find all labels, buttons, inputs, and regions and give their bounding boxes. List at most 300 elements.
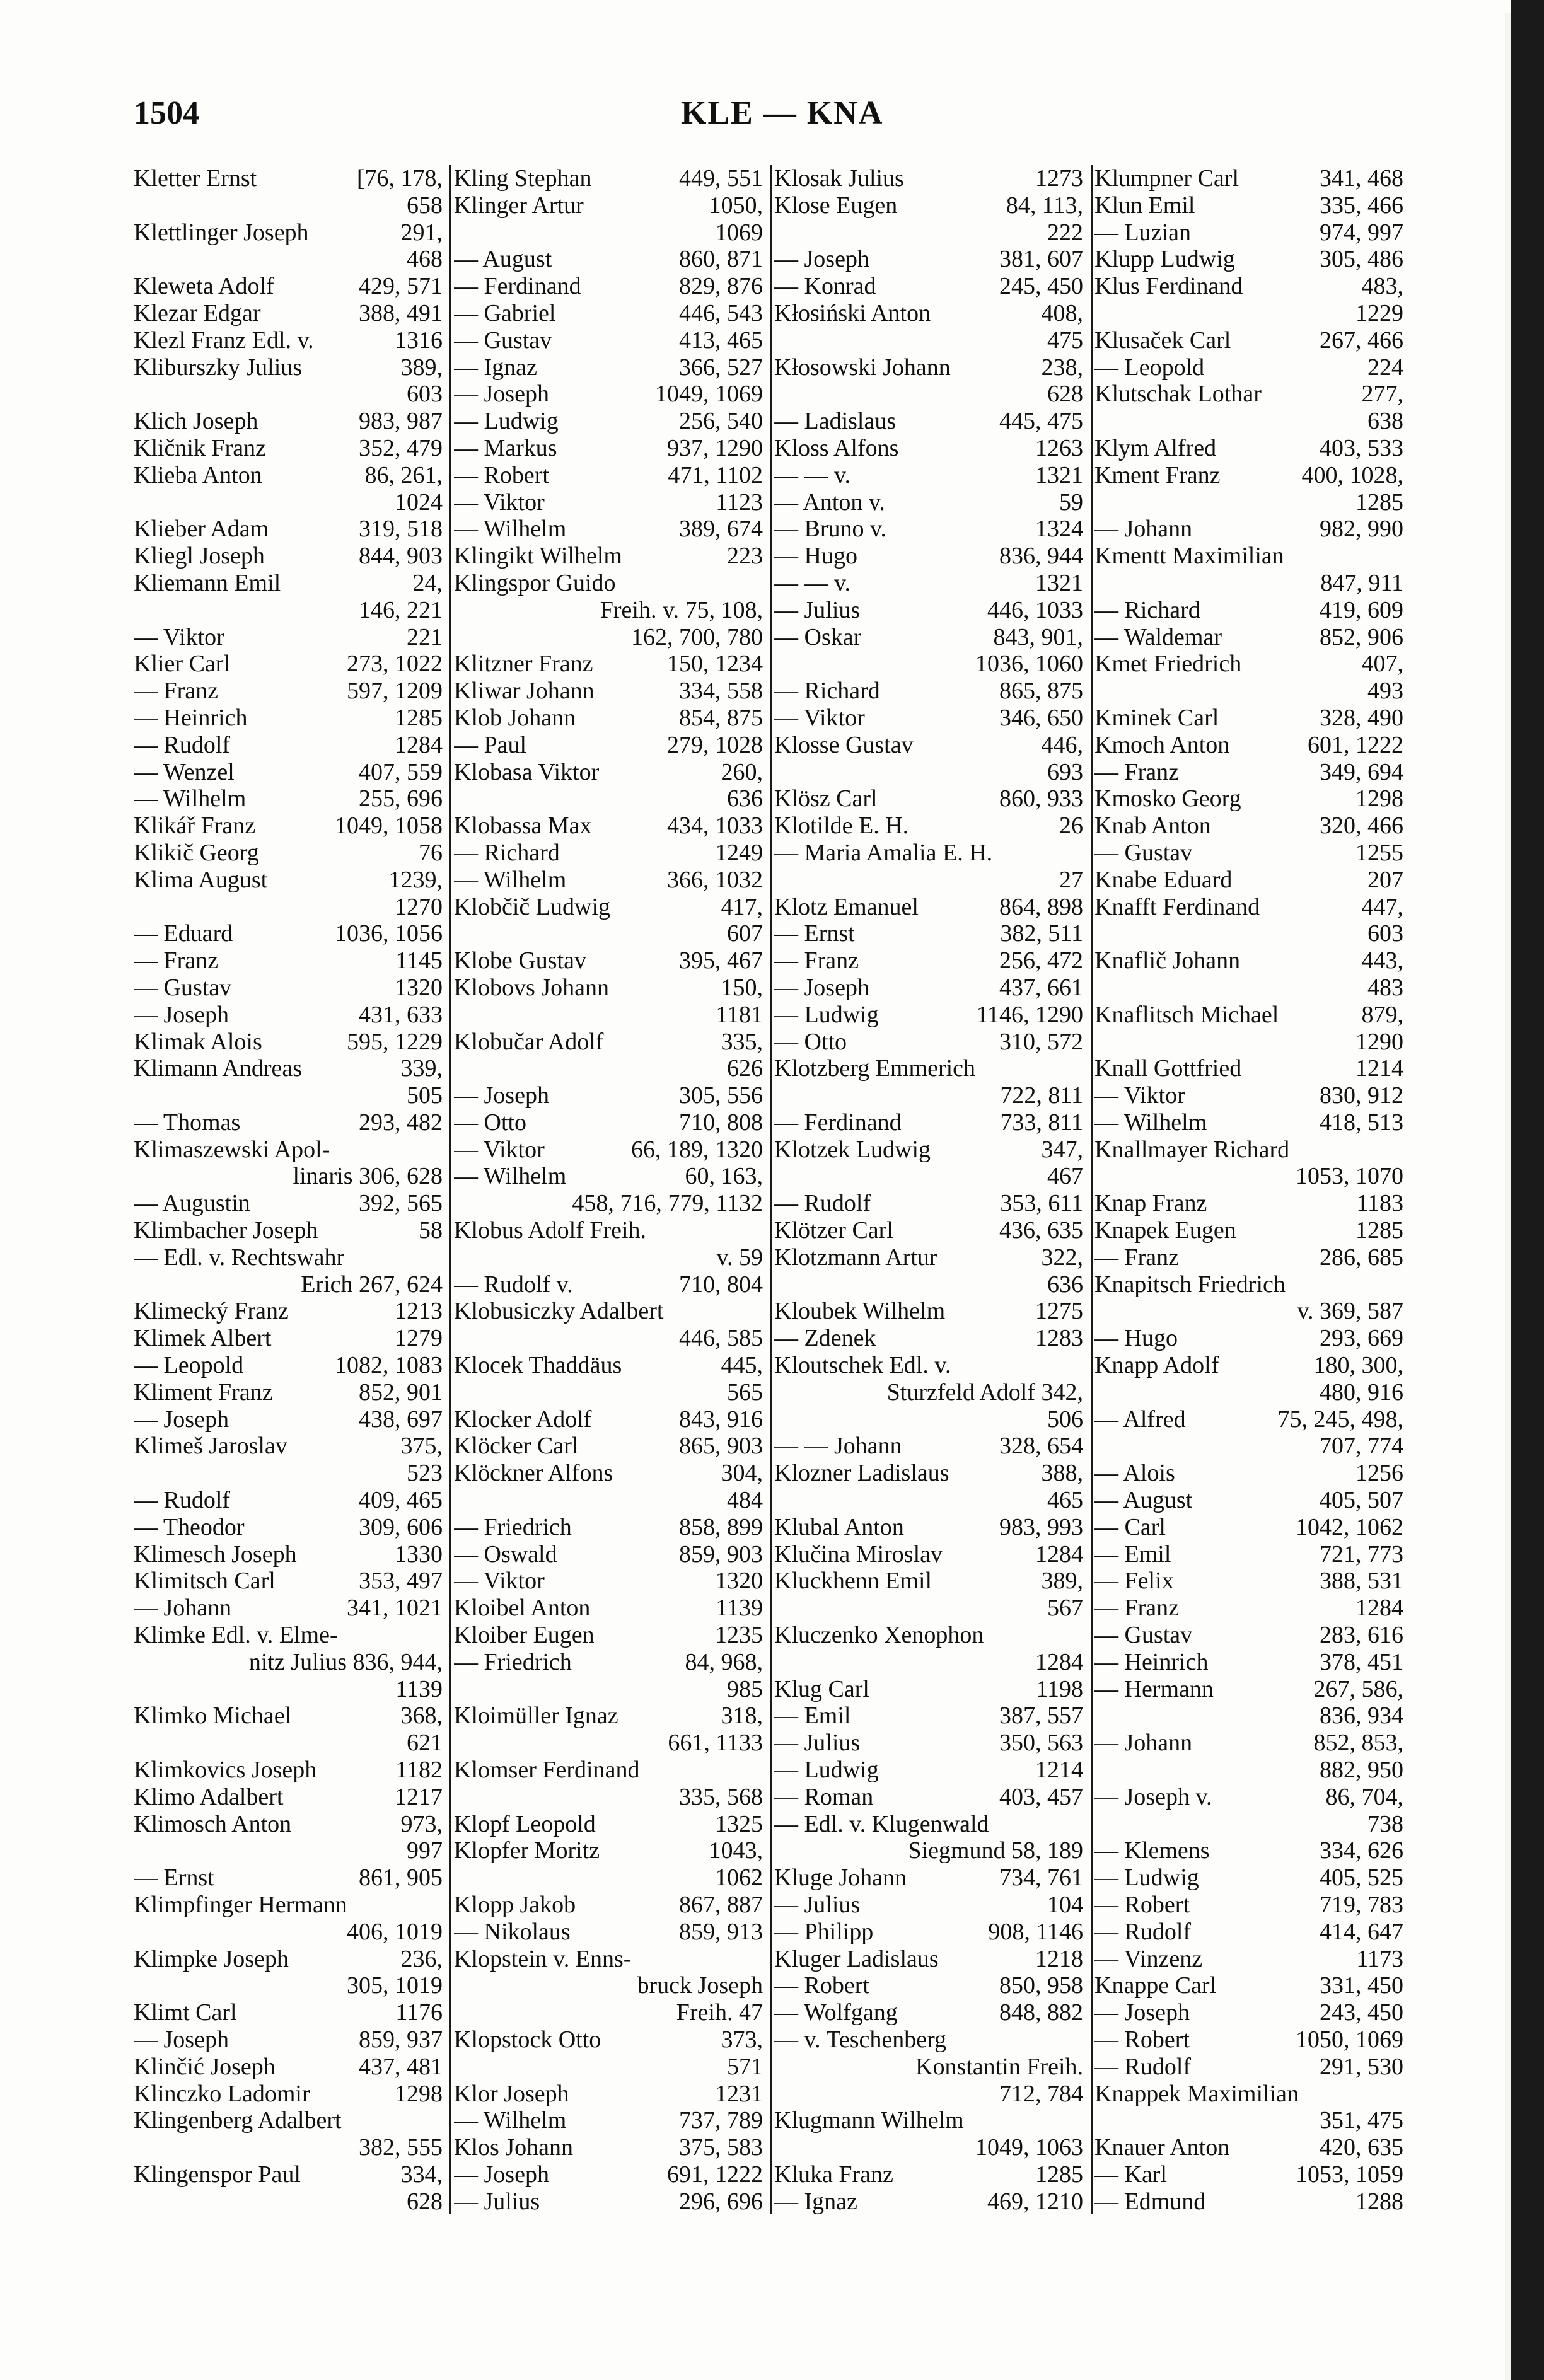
entry-continuation: 162, 700, 780: [631, 623, 763, 650]
entry-name: — Ernst: [774, 920, 855, 947]
directory-entry: [454, 1163, 763, 1217]
entry-name: Klomser Ferdinand: [454, 1757, 640, 1784]
entry-continuation: 1036, 1060: [975, 650, 1083, 678]
directory-entry: [134, 570, 443, 624]
entry-pages: 291, 530: [1320, 2053, 1403, 2080]
entry-name: Knappe Carl: [1094, 1972, 1217, 1999]
entry-pages: 844, 903: [359, 543, 443, 570]
directory-entry: [1094, 624, 1403, 651]
directory-entry: [454, 650, 763, 678]
directory-entry: [454, 1595, 763, 1622]
entry-pages: 854, 875: [679, 704, 763, 731]
entry-pages: 859, 903: [679, 1540, 763, 1568]
entry-name: Klier Carl: [134, 650, 231, 678]
entry-pages: 305, 486: [1320, 246, 1403, 273]
directory-entry: [134, 785, 443, 812]
entry-pages: 721, 773: [1320, 1540, 1403, 1568]
entry-continuation: 603: [407, 381, 443, 408]
entry-name: — Ignaz: [774, 2188, 857, 2215]
entry-name: Klinger Artur: [454, 192, 584, 219]
entry-pages: 1217: [395, 1783, 443, 1810]
entry-pages: 1316: [395, 326, 443, 354]
directory-entry: [1094, 1864, 1403, 1892]
entry-pages: 267, 586,: [1313, 1675, 1403, 1702]
entry-pages: 349, 694: [1320, 758, 1403, 785]
entry-pages: 1285: [1035, 2161, 1083, 2188]
entry-pages: 420, 635: [1320, 2134, 1403, 2161]
entry-name: — Ludwig: [454, 408, 559, 435]
entry-name: Klobasa Viktor: [454, 758, 600, 785]
entry-pages: 286, 685: [1320, 1244, 1403, 1271]
entry-name: — Konrad: [774, 273, 876, 300]
entry-name: — Emil: [1094, 1540, 1171, 1568]
entry-pages: 366, 1032: [667, 866, 763, 893]
directory-entry: [134, 1622, 443, 1702]
entry-name: Kluckhenn Emil: [774, 1568, 932, 1595]
directory-entry: [134, 354, 443, 408]
entry-name: Klimitsch Carl: [134, 1568, 276, 1595]
directory-entry: [454, 894, 763, 948]
entry-name: Klumpner Carl: [1094, 165, 1239, 192]
entry-name: Klobusiczky Adalbert: [454, 1298, 664, 1325]
entry-pages: 1043,: [709, 1837, 763, 1864]
directory-entry: [134, 624, 443, 651]
entry-pages: 350, 563: [999, 1730, 1083, 1757]
entry-continuation: 406, 1019: [347, 1918, 443, 1945]
entry-name: — Vinzenz: [1094, 1945, 1203, 1972]
directory-entry: [774, 489, 1083, 516]
entry-pages: 1053, 1059: [1296, 2161, 1403, 2188]
directory-entry: [454, 2107, 763, 2134]
entry-name: Klopstein v. Enns-: [454, 1945, 632, 1972]
directory-entry: [134, 705, 443, 732]
entry-pages: 207: [1367, 866, 1403, 893]
directory-entry: [454, 489, 763, 516]
entry-pages: 388,: [1041, 1460, 1083, 1487]
entry-pages: 852, 901: [359, 1378, 443, 1406]
directory-entry: [454, 1514, 763, 1541]
entry-continuation: 985: [727, 1675, 763, 1702]
entry-pages: 1176: [395, 1999, 443, 2026]
entry-name: — Emil: [774, 1702, 851, 1730]
directory-entry: [134, 1352, 443, 1379]
entry-name: — Rudolf: [1094, 1918, 1192, 1945]
entry-name: Kloibel Anton: [454, 1595, 591, 1622]
entry-pages: 58: [419, 1217, 443, 1244]
directory-entry: [774, 2026, 1083, 2107]
entry-pages: 339,: [400, 1055, 443, 1082]
entry-name: Klotilde E. H.: [774, 812, 909, 840]
entry-name: — Oskar: [774, 623, 862, 650]
entry-name: Knapitsch Friedrich: [1094, 1271, 1286, 1298]
entry-continuation: 636: [727, 785, 763, 812]
entry-name: — Ludwig: [774, 1001, 879, 1028]
directory-entry: [134, 1864, 443, 1892]
entry-pages: 291,: [400, 219, 443, 246]
entry-pages: 1218: [1035, 1945, 1083, 1972]
directory-entry: [134, 732, 443, 759]
entry-continuation: 738: [1367, 1810, 1403, 1837]
entry-pages: 400, 1028,: [1301, 461, 1403, 488]
entry-pages: 1214: [1355, 1055, 1403, 1082]
directory-entry: [1094, 1514, 1403, 1541]
entry-name: — Joseph: [134, 1001, 229, 1028]
directory-entry: [1094, 354, 1403, 381]
entry-continuation: 997: [407, 1837, 443, 1864]
directory-entry: [774, 1864, 1083, 1892]
entry-pages: 1298: [1355, 785, 1403, 812]
entry-pages: 879,: [1361, 1001, 1403, 1028]
directory-entry: [774, 1514, 1083, 1541]
directory-entry: [454, 1757, 763, 1811]
entry-name: Kłosiński Anton: [774, 299, 931, 326]
entry-name: — Wenzel: [134, 758, 235, 785]
entry-continuation: 603: [1367, 920, 1403, 947]
entry-name: Kmet Friedrich: [1094, 650, 1242, 678]
directory-entry: [454, 1352, 763, 1406]
entry-name: — Wilhelm: [454, 866, 567, 893]
directory-entry: [454, 165, 763, 192]
entry-name: — v. Teschenberg: [774, 2026, 947, 2053]
directory-entry: [1094, 1595, 1403, 1622]
directory-entry: [134, 516, 443, 543]
directory-entry: [774, 300, 1083, 354]
entry-name: — Edl. v. Klugenwald: [774, 1810, 989, 1837]
directory-entry: [454, 354, 763, 381]
entry-name: Kliemann Emil: [134, 569, 281, 596]
entry-name: — Rudolf: [1094, 2053, 1192, 2080]
directory-entry: [774, 597, 1083, 624]
entry-name: — Felix: [1094, 1568, 1174, 1595]
entry-pages: 445, 475: [999, 408, 1083, 435]
entry-name: Klieba Anton: [134, 461, 262, 488]
directory-entry: [1094, 894, 1403, 948]
entry-name: — Carl: [1094, 1513, 1166, 1540]
entry-continuation: nitz Julius 836, 944,: [248, 1648, 443, 1675]
directory-entry: [774, 408, 1083, 435]
entry-pages: 1321: [1035, 461, 1083, 488]
entry-pages: 260,: [721, 758, 763, 785]
entry-pages: 60, 163,: [685, 1163, 763, 1190]
directory-entry: [134, 2026, 443, 2054]
directory-entry: [454, 974, 763, 1029]
entry-continuation: 712, 784: [999, 2080, 1083, 2107]
entry-name: — Klemens: [1094, 1837, 1210, 1864]
entry-pages: 848, 882: [999, 1999, 1083, 2026]
entry-pages: 434, 1033: [667, 812, 763, 840]
directory-entry: [454, 381, 763, 408]
directory-entry: [1094, 1784, 1403, 1838]
directory-entry: [454, 192, 763, 246]
entry-name: — August: [454, 246, 552, 273]
directory-entry: [454, 1649, 763, 1703]
directory-entry: [1094, 1676, 1403, 1730]
directory-entry: [134, 678, 443, 705]
entry-continuation: 305, 1019: [347, 1972, 443, 1999]
entry-pages: 318,: [721, 1702, 763, 1730]
entry-pages: 353, 611: [1000, 1190, 1083, 1217]
entry-pages: 223: [727, 543, 763, 570]
entry-continuation: 468: [407, 246, 443, 273]
entry-pages: 392, 565: [359, 1190, 443, 1217]
directory-entry: [134, 920, 443, 947]
directory-entry: [134, 1406, 443, 1433]
entry-continuation: 571: [727, 2053, 763, 2080]
entry-name: — Hermann: [1094, 1675, 1214, 1702]
entry-name: — Joseph: [774, 246, 869, 273]
entry-name: Klitzner Franz: [454, 650, 593, 678]
entry-pages: 366, 527: [679, 354, 763, 381]
entry-pages: 843, 901,: [993, 623, 1083, 650]
entry-pages: 1198: [1036, 1675, 1083, 1702]
directory-entry: [1094, 1837, 1403, 1864]
directory-entry: [1094, 1568, 1403, 1595]
entry-name: Kliegl Joseph: [134, 543, 265, 570]
entry-continuation: 465: [1047, 1487, 1083, 1514]
entry-name: Klimbacher Joseph: [134, 1217, 318, 1244]
directory-entry: [1094, 705, 1403, 732]
entry-pages: 417,: [721, 893, 763, 920]
directory-entry: [134, 1541, 443, 1568]
entry-name: Klich Joseph: [134, 408, 258, 435]
entry-name: Klotzek Ludwig: [774, 1136, 931, 1163]
entry-name: Klimo Adalbert: [134, 1783, 284, 1810]
directory-entry: [454, 1136, 763, 1164]
entry-name: — Thomas: [134, 1109, 241, 1136]
directory-entry: [774, 462, 1083, 489]
directory-entry: [1094, 1082, 1403, 1109]
entry-pages: 304,: [721, 1460, 763, 1487]
entry-name: — Edmund: [1094, 2188, 1206, 2215]
directory-entry: [774, 1325, 1083, 1352]
entry-pages: 335, 466: [1320, 192, 1403, 219]
entry-continuation: 493: [1367, 678, 1403, 705]
entry-pages: 150,: [721, 974, 763, 1001]
entry-pages: 719, 783: [1320, 1892, 1403, 1918]
entry-pages: 341, 1021: [347, 1595, 443, 1622]
entry-pages: 859, 913: [679, 1918, 763, 1945]
entry-pages: [76, 178,: [356, 165, 443, 192]
directory-entry: [1094, 435, 1403, 462]
entry-pages: 319, 518: [359, 516, 443, 543]
entry-pages: 431, 633: [359, 1001, 443, 1028]
entry-name: Klöckner Alfons: [454, 1460, 613, 1487]
directory-entry: [774, 974, 1083, 1002]
directory-entry: [774, 624, 1083, 678]
directory-entry: [1094, 1892, 1403, 1919]
directory-entry: [774, 947, 1083, 974]
directory-entry: [134, 1244, 443, 1298]
entry-name: — Heinrich: [134, 704, 248, 731]
entry-name: Klimak Alois: [134, 1028, 262, 1055]
entry-name: — Gustav: [134, 974, 232, 1001]
directory-entry: [774, 273, 1083, 300]
entry-name: Kmoch Anton: [1094, 731, 1230, 758]
directory-entry: [1094, 2026, 1403, 2054]
entry-name: — Luzian: [1094, 219, 1192, 246]
entry-pages: 710, 804: [679, 1271, 763, 1298]
directory-entry: [454, 1217, 763, 1271]
directory-entry: [1094, 2188, 1403, 2215]
entry-pages: 243, 450: [1320, 1999, 1403, 2026]
entry-continuation: 621: [407, 1730, 443, 1757]
directory-entry: [1094, 1244, 1403, 1271]
entry-pages: 1320: [395, 974, 443, 1001]
directory-entry: [454, 1109, 763, 1136]
entry-pages: 830, 912: [1320, 1082, 1403, 1109]
directory-entry: [454, 705, 763, 732]
entry-name: — Roman: [774, 1783, 874, 1810]
entry-pages: 1235: [715, 1622, 763, 1649]
entry-name: Kmentt Maximilian: [1094, 543, 1284, 570]
entry-continuation: 1139: [395, 1675, 443, 1702]
directory-entry: [454, 1946, 763, 2026]
entry-pages: 1285: [1355, 1217, 1403, 1244]
entry-continuation: bruck Joseph: [637, 1972, 763, 1999]
entry-name: Klinčić Joseph: [134, 2053, 276, 2080]
entry-pages: 1042, 1062: [1296, 1513, 1403, 1540]
entry-name: — Robert: [774, 1972, 869, 1999]
entry-pages: 1123: [716, 488, 763, 516]
directory-entry: [454, 1029, 763, 1083]
column-3: [774, 165, 1083, 2239]
entry-name: — Johann: [134, 1595, 232, 1622]
entry-pages: 419, 609: [1320, 596, 1403, 623]
entry-pages: 1050,: [709, 192, 763, 219]
entry-pages: 221: [407, 623, 443, 650]
entry-pages: 1036, 1056: [335, 920, 443, 947]
directory-entry: [774, 1622, 1083, 1676]
entry-name: — Gustav: [1094, 1622, 1193, 1649]
directory-entry: [134, 2161, 443, 2215]
entry-pages: 860, 871: [679, 246, 763, 273]
entry-name: — Franz: [134, 947, 219, 974]
entry-pages: 283, 616: [1320, 1622, 1403, 1649]
entry-name: Klun Emil: [1094, 192, 1195, 219]
entry-continuation: 382, 555: [359, 2134, 443, 2161]
entry-continuation: 565: [727, 1378, 763, 1406]
entry-pages: 449, 551: [679, 165, 763, 192]
entry-name: — Gustav: [454, 326, 552, 354]
page-number: 1504: [134, 95, 199, 131]
entry-name: Klinczko Ladomir: [134, 2080, 310, 2107]
directory-entry: [1094, 759, 1403, 786]
entry-name: — Wilhelm: [134, 785, 247, 812]
directory-entry: [134, 974, 443, 1002]
directory-entry: [134, 1946, 443, 2000]
directory-entry: [774, 1433, 1083, 1460]
directory-entry: [1094, 785, 1403, 812]
entry-name: — Johann: [1094, 1730, 1193, 1757]
directory-entry: [454, 947, 763, 974]
directory-entry: [134, 2081, 443, 2108]
directory-entry: [134, 165, 443, 219]
directory-entry: [1094, 1730, 1403, 1784]
entry-name: Klima August: [134, 866, 268, 893]
entry-pages: 1275: [1035, 1298, 1083, 1325]
entry-pages: 418, 513: [1320, 1109, 1403, 1136]
directory-entry: [454, 1892, 763, 1919]
entry-pages: 601, 1222: [1308, 731, 1403, 758]
directory-entry: [454, 327, 763, 354]
entry-pages: 341, 468: [1320, 165, 1403, 192]
directory-entry: [774, 1029, 1083, 1056]
entry-name: — Rudolf v.: [454, 1271, 573, 1298]
entry-continuation: 1290: [1355, 1028, 1403, 1055]
entry-pages: 334, 626: [1320, 1837, 1403, 1864]
column-1: [134, 165, 443, 2239]
entry-name: — Edl. v. Rechtswahr: [134, 1244, 345, 1271]
entry-pages: 279, 1028: [667, 731, 763, 758]
entry-pages: 84, 113,: [1006, 192, 1083, 219]
entry-pages: 322,: [1041, 1244, 1083, 1271]
entry-name: — Richard: [774, 678, 880, 705]
directory-entry: [774, 812, 1083, 840]
entry-name: Klimosch Anton: [134, 1810, 292, 1837]
entry-pages: 1321: [1035, 569, 1083, 596]
entry-pages: 1325: [715, 1810, 763, 1837]
entry-pages: 865, 903: [679, 1433, 763, 1460]
entry-name: Klus Ferdinand: [1094, 273, 1243, 300]
entry-pages: 908, 1146: [988, 1918, 1083, 1945]
entry-continuation: Freih. v. 75, 108,: [600, 596, 763, 623]
directory-entry: [1094, 1972, 1403, 1999]
directory-entry: [1094, 219, 1403, 246]
directory-entry: [1094, 1352, 1403, 1406]
entry-name: — Philipp: [774, 1918, 874, 1945]
entry-pages: 983, 993: [999, 1513, 1083, 1540]
entry-pages: 1256: [1355, 1460, 1403, 1487]
entry-name: Klug Carl: [774, 1675, 869, 1702]
directory-entry: [134, 1002, 443, 1029]
entry-pages: 273, 1022: [347, 650, 443, 678]
entry-pages: 388, 491: [359, 299, 443, 326]
entry-pages: 436, 635: [999, 1217, 1083, 1244]
entry-continuation: 836, 934: [1320, 1702, 1403, 1730]
entry-pages: 1146, 1290: [976, 1001, 1083, 1028]
directory-entry: [134, 1217, 443, 1244]
entry-pages: 437, 661: [999, 974, 1083, 1001]
directory-entry: [454, 408, 763, 435]
directory-entry: [134, 1757, 443, 1784]
entry-name: Klimko Michael: [134, 1702, 292, 1730]
entry-pages: 483,: [1361, 273, 1403, 300]
entry-pages: 843, 916: [679, 1406, 763, 1433]
entry-pages: 66, 189, 1320: [631, 1136, 763, 1163]
entry-name: — Ludwig: [1094, 1864, 1199, 1892]
entry-name: Knab Anton: [1094, 812, 1211, 840]
entry-pages: 267, 466: [1320, 326, 1403, 354]
entry-continuation: 475: [1047, 326, 1083, 354]
directory-entry: [774, 1217, 1083, 1244]
directory-entry: [774, 1244, 1083, 1298]
directory-entry: [134, 812, 443, 840]
directory-entry: [134, 1514, 443, 1541]
entry-continuation: v. 59: [716, 1244, 763, 1271]
entry-name: Klimek Albert: [134, 1325, 272, 1352]
entry-continuation: 722, 811: [1000, 1082, 1083, 1109]
scan-border: [1511, 0, 1544, 2380]
entry-pages: 829, 876: [679, 273, 763, 300]
entry-name: — Julius: [774, 596, 861, 623]
entry-pages: 277,: [1361, 381, 1403, 408]
directory-entry: [454, 1622, 763, 1649]
entry-name: Kluge Johann: [774, 1864, 907, 1892]
entry-name: Knap Franz: [1094, 1190, 1207, 1217]
entry-name: — Viktor: [454, 1136, 545, 1163]
directory-entry: [1094, 1460, 1403, 1487]
entry-pages: 413, 465: [679, 326, 763, 354]
